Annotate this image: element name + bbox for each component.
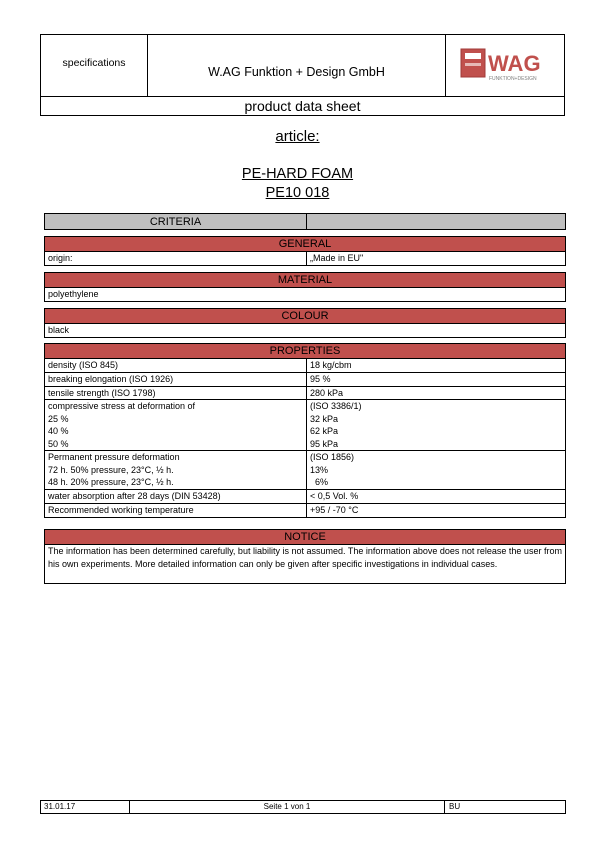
compressive-stress-row (44, 400, 566, 451)
density-row (44, 359, 566, 373)
compressive-50-label: 50 % (48, 438, 69, 449)
criteria-header (44, 213, 566, 230)
material-row (44, 288, 566, 302)
water-label: water absorption after 28 days (DIN 53428) (48, 491, 221, 501)
compressive-25-label: 25 % (48, 413, 69, 424)
footer-author: BU (449, 802, 461, 811)
elongation-row (44, 373, 566, 387)
material-section-header: MATERIAL (44, 272, 566, 288)
tensile-row (44, 387, 566, 400)
water-value: < 0,5 Vol. % (310, 491, 359, 501)
compressive-25-value: 32 kPa (310, 413, 339, 424)
elongation-label: breaking elongation (ISO 1926) (48, 374, 174, 384)
temperature-value: +95 / -70 °C (310, 505, 359, 515)
density-label: density (ISO 845) (48, 360, 119, 370)
water-absorption-row (44, 490, 566, 504)
document-title: product data sheet (41, 96, 564, 116)
material-value: polyethylene (48, 289, 99, 299)
logo-mark-icon (461, 49, 485, 77)
permanent-48h-value: 6% (310, 477, 329, 488)
logo-subtitle: FUNKTION+DESIGN (489, 76, 537, 82)
notice-text: The information has been determined carefully, but liability is not assumed. The information above does not release the user from his own experiments. More detailed information can only be given after specific investigations in individual cases. (44, 545, 566, 584)
origin-value: „Made in EU" (310, 253, 364, 263)
compressive-50-value: 95 kPa (310, 438, 339, 449)
colour-section-header: COLOUR (44, 308, 566, 324)
compressive-40-label: 40 % (48, 426, 69, 437)
permanent-48h-label: 48 h. 20% pressure, 23°C, ½ h. (48, 477, 174, 488)
permanent-deformation-row (44, 451, 566, 490)
column-divider (306, 214, 307, 229)
document-header (40, 34, 565, 116)
product-code: PE10 018 (265, 185, 330, 201)
colour-value: black (48, 325, 70, 335)
properties-section-header: PROPERTIES (44, 343, 566, 359)
permanent-label: Permanent pressure deformation (48, 452, 180, 462)
tensile-label: tensile strength (ISO 1798) (48, 388, 156, 398)
compressive-label: compressive stress at deformation of (48, 401, 196, 411)
wag-logo (446, 35, 564, 96)
colour-row (44, 324, 566, 338)
footer-page-number: Seite 1 von 1 (263, 802, 311, 811)
density-value: 18 kg/cbm (310, 360, 352, 370)
specifications-label: specifications (41, 35, 148, 96)
permanent-72h-label: 72 h. 50% pressure, 23°C, ½ h. (48, 464, 174, 475)
footer-date: 31.01.17 (44, 802, 76, 811)
permanent-standard: (ISO 1856) (310, 452, 355, 462)
general-section-header: GENERAL (44, 236, 566, 252)
logo-wordmark: WAG (488, 51, 541, 76)
compressive-standard: (ISO 3386/1) (310, 401, 362, 411)
elongation-value: 95 % (310, 374, 331, 384)
product-name: PE-HARD FOAM (241, 166, 354, 182)
page-footer (40, 800, 566, 814)
company-name: W.AG Funktion + Design GmbH (148, 35, 446, 96)
article-label: article: (275, 128, 320, 145)
compressive-40-value: 62 kPa (310, 426, 339, 437)
criteria-label: CRITERIA (149, 216, 202, 228)
permanent-72h-value: 13% (310, 464, 329, 475)
notice-section-header: NOTICE (44, 529, 566, 545)
tensile-value: 280 kPa (310, 388, 344, 398)
origin-label: origin: (48, 253, 73, 263)
temperature-row (44, 504, 566, 518)
origin-row (44, 252, 566, 266)
temperature-label: Recommended working temperature (48, 505, 194, 515)
